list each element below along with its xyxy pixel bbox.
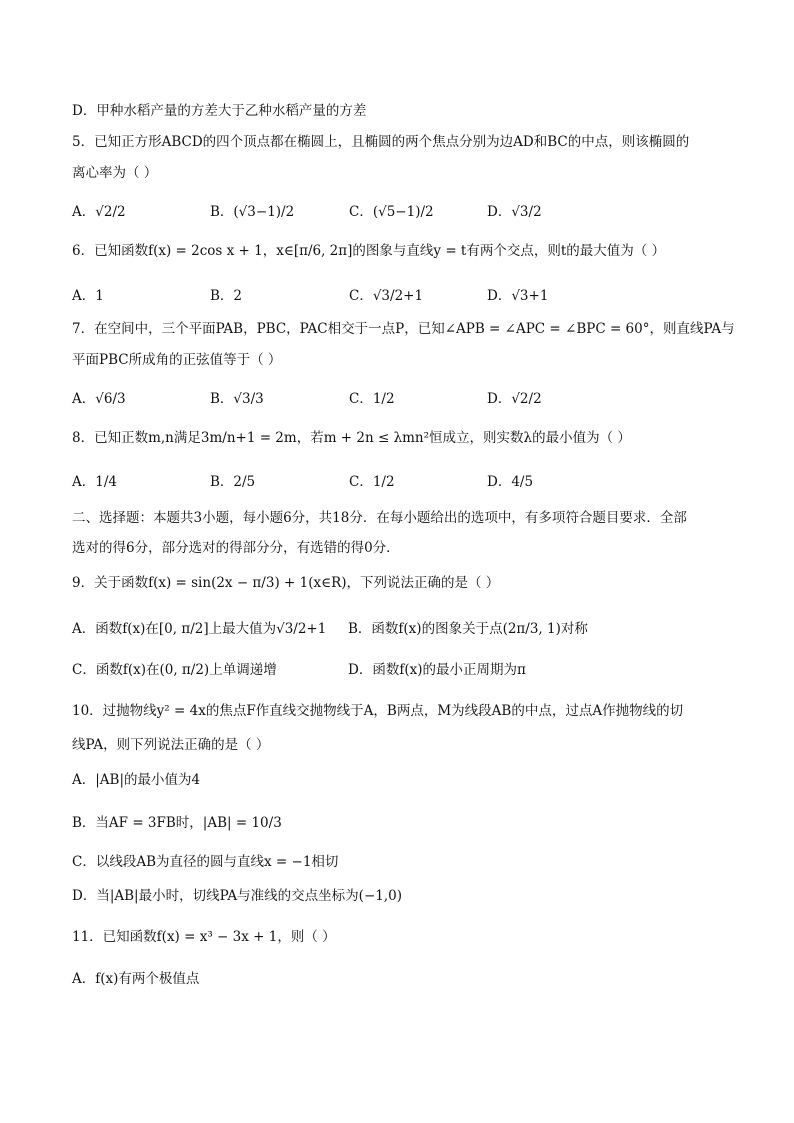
q5-option-c: C．(√5−1)/2 [349,204,434,220]
q5-option-d: D．√3/2 [487,204,542,220]
q7-stem-line1: 7．在空间中，三个平面PAB，PBC，PAC相交于一点P，已知∠APB = ∠APC = ∠BPC = 60°，则直线PA与 [72,321,735,337]
q9-option-b: B．函数f(x)的图象关于点(2π/3, 1)对称 [348,621,588,637]
q6-option-b: B．2 [210,288,243,304]
q7-stem-line2: 平面PBC所成角的正弦值等于（ ） [72,352,282,368]
q11-stem: 11．已知函数f(x) = x³ − 3x + 1，则（ ） [72,929,336,945]
q5-stem-line1: 5．已知正方形ABCD的四个顶点都在椭圆上，且椭圆的两个焦点分别为边AD和BC的中点，则该椭圆的 [72,134,690,150]
q8-option-d: D．4/5 [487,474,534,490]
q5-options [72,200,732,220]
q8-option-a: A．1/4 [72,474,117,490]
q8-option-b: B．2/5 [210,474,256,490]
q7-option-b: B．√3/3 [210,391,264,407]
q6-option-d: D．√3+1 [487,288,549,304]
q10-option-b: B．当AF = 3FB时，|AB| = 10/3 [72,815,282,831]
q7-option-d: D．√2/2 [487,391,542,407]
q10-option-c: C．以线段AB为直径的圆与直线x = −1相切 [72,854,339,870]
q5-option-b: B．(√3−1)/2 [210,204,295,220]
q11-option-a: A．f(x)有两个极值点 [72,971,200,987]
q6-option-a: A．1 [72,288,104,304]
q6-stem: 6．已知函数f(x) = 2cos x + 1，x∈[π/6, 2π]的图象与直线y = t有两个交点，则t的最大值为（ ） [72,243,666,259]
q7-option-a: A．√6/3 [72,391,126,407]
q9-options-row2 [72,658,732,678]
q8-option-c: C．1/2 [349,474,395,490]
q9-options-row1 [72,617,732,637]
q10-option-a: A．|AB|的最小值为4 [72,772,201,788]
section2-heading-line1: 二、选择题：本题共3小题，每小题6分，共18分．在每小题给出的选项中，有多项符合题目要求．全部 [72,510,687,526]
q8-stem: 8．已知正数m,n满足3m/n+1 = 2m，若m + 2n ≤ λmn²恒成立，则实数λ的最小值为（ ） [72,430,631,446]
q9-option-d: D．函数f(x)的最小正周期为π [348,662,526,678]
q9-option-a: A．函数f(x)在[0, π/2]上最大值为√3/2+1 [72,621,327,637]
section2-heading-line2: 选对的得6分，部分选对的得部分分，有选错的得0分． [72,540,400,556]
q7-options [72,387,732,407]
q7-option-c: C．1/2 [349,391,395,407]
line-q4-d: D．甲种水稻产量的方差大于乙种水稻产量的方差 [72,103,367,119]
q9-option-c: C．函数f(x)在(0, π/2)上单调递增 [72,662,277,678]
q9-stem: 9．关于函数f(x) = sin(2x − π/3) + 1(x∈R)，下列说法正确的是（ ） [72,575,500,591]
q5-stem-line2: 离心率为（ ） [72,165,158,181]
q10-stem-line2: 线PA，则下列说法正确的是（ ） [72,737,270,753]
q10-option-d: D．当|AB|最小时，切线PA与准线的交点坐标为(−1,0) [72,888,402,904]
q8-options [72,470,732,490]
q5-option-a: A．√2/2 [72,204,126,220]
q6-options [72,284,732,304]
q6-option-c: C．√3/2+1 [349,288,424,304]
q10-stem-line1: 10．过抛物线y² = 4x的焦点F作直线交抛物线于A，B两点，M为线段AB的中点，过点A作抛物线的切 [72,703,684,719]
